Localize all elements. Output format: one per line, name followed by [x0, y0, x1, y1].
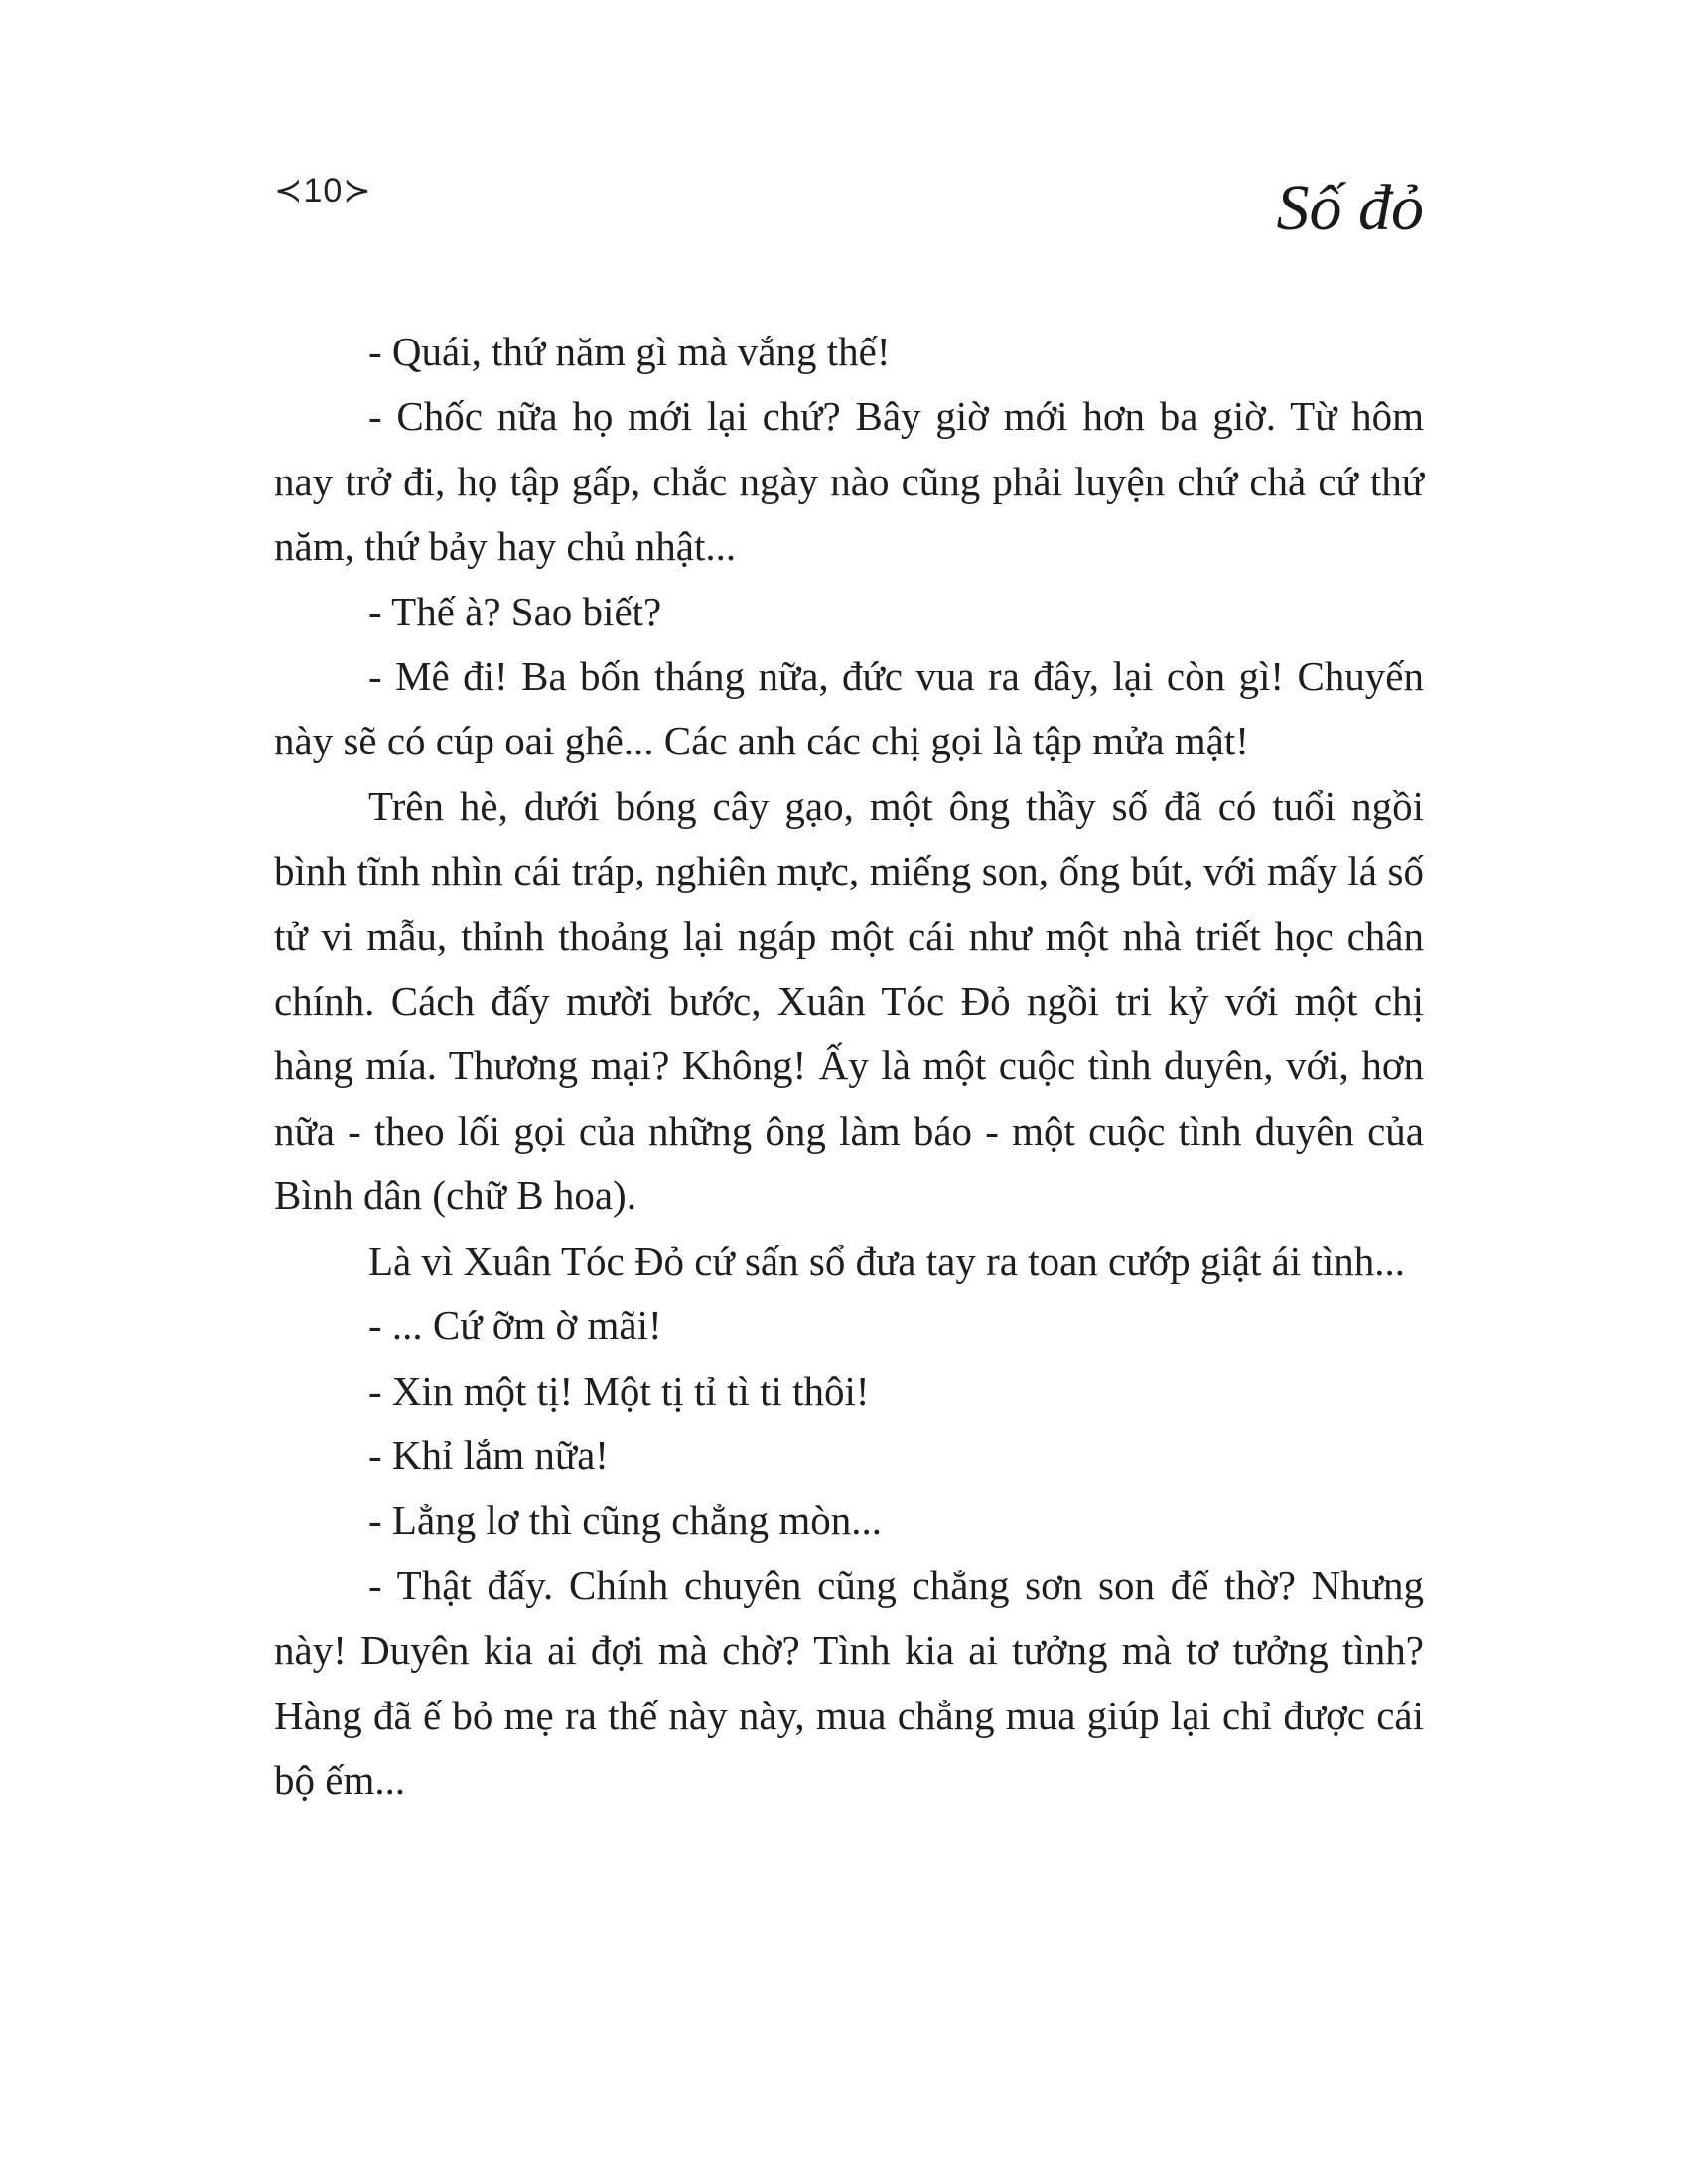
running-title: Số đỏ: [1276, 172, 1424, 244]
paragraph-1: - Quái, thứ năm gì mà vắng thế!: [368, 329, 891, 374]
paragraph-9: - Khỉ lắm nữa!: [368, 1432, 609, 1478]
body-text: [274, 320, 1424, 1813]
paragraph-4: - Mê đi! Ba bốn tháng nữa, đức vua ra đây, lại còn gì! Chuyến này sẽ có cúp oai ghê... Các anh các chị gọi là tập mửa mật!: [274, 653, 1424, 764]
paragraph-3: - Thế à? Sao biết?: [368, 588, 662, 634]
paragraph-11: - Thật đấy. Chính chuyên cũng chẳng sơn son để thờ? Nhưng này! Duyên kia ai đợi mà chờ? Tình kia ai tưởng mà tơ tưởng tình? Hàng đã ế bỏ mẹ ra thế này này, mua chẳng mua giúp lại chỉ được cái bộ ếm...: [274, 1562, 1424, 1803]
paragraph-2: - Chốc nữa họ mới lại chứ? Bây giờ mới hơn ba giờ. Từ hôm nay trở đi, họ tập gấp, chắc ngày nào cũng phải luyện chứ chả cứ thứ năm, thứ bảy hay chủ nhật...: [274, 393, 1424, 570]
paragraph-7: - ... Cứ ỡm ờ mãi!: [368, 1302, 662, 1349]
paragraph-10: - Lẳng lơ thì cũng chẳng mòn...: [368, 1497, 882, 1544]
page-number: ≺10≻: [274, 172, 372, 209]
paragraph-5: Trên hè, dưới bóng cây gạo, một ông thầy số đã có tuổi ngồi bình tĩnh nhìn cái tráp, nghiên mực, miếng son, ống bút, với mấy lá số tử vi mẫu, thỉnh thoảng lại ngáp một cái như một nhà triết học chân chính. Cách đấy mười bước, Xuân Tóc Đỏ ngồi tri kỷ với một chị hàng mía. Thương mại? Không! Ấy là một cuộc tình duyên, với, hơn nữa - theo lối gọi của những ông làm báo - một cuộc tình duyên của Bình dân (chữ B hoa).: [274, 782, 1424, 1219]
paragraph-6: Là vì Xuân Tóc Đỏ cứ sấn sổ đưa tay ra toan cướp giật ái tình...: [368, 1237, 1405, 1284]
paragraph-8: - Xin một tị! Một tị tỉ tì ti thôi!: [368, 1367, 870, 1414]
